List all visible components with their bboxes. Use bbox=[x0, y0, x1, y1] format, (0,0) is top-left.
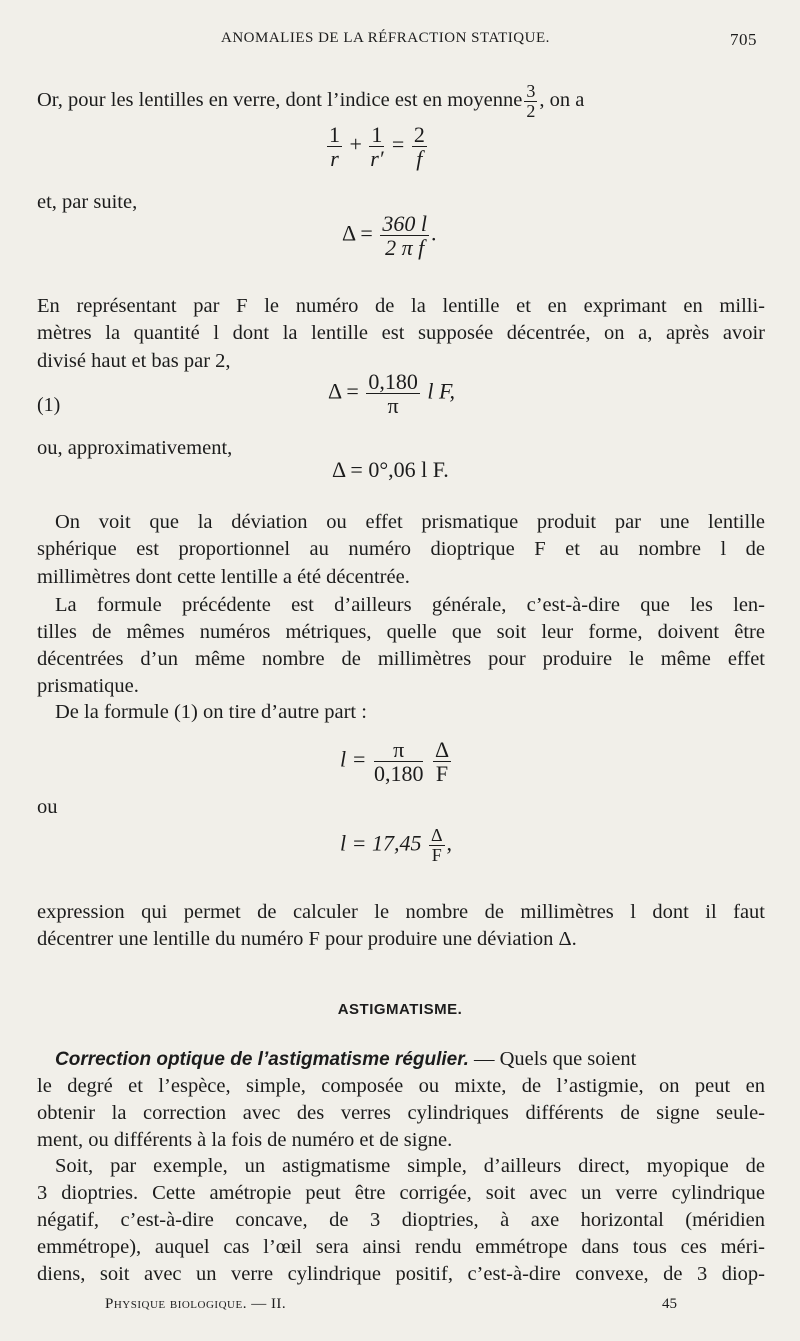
equation-approx: Δ = 0°,06 l F. bbox=[332, 457, 449, 482]
text-line: décentrer une lentille du numéro F pour produire une déviation Δ. bbox=[37, 928, 577, 950]
fraction-denominator: F bbox=[431, 844, 442, 865]
page-number: 705 bbox=[730, 30, 757, 49]
equation-lhs: l = 17,45 bbox=[340, 830, 422, 856]
text-line: mètres la quantité l dont la lentille est supposée décentrée, on a, après avoir bbox=[37, 322, 765, 344]
fraction-denominator: r′ bbox=[370, 146, 384, 172]
equation-tail: l F, bbox=[427, 378, 456, 404]
text-line: expression qui permet de calculer le nombre de millimètres l dont il faut bbox=[37, 901, 765, 923]
line-text: Or, pour les lentilles en verre, dont l’indice est en moyenne bbox=[37, 89, 523, 112]
text-line: décentrées d’un même nombre de millimètres pour produire le même effet bbox=[37, 648, 765, 670]
equation-l-from-delta bbox=[340, 738, 453, 785]
fraction-denominator: 2 π f bbox=[385, 235, 425, 261]
text-line: sphérique est proportionnel au numéro dioptrique F et au nombre l de bbox=[37, 538, 765, 560]
fraction-numerator: π bbox=[374, 738, 424, 762]
text-line: ou, approximativement, bbox=[37, 437, 233, 459]
equation-deviation bbox=[342, 212, 436, 259]
text-line: La formule précédente est d’ailleurs générale, c’est-à-dire que les len- bbox=[55, 594, 765, 616]
fraction-denominator: 2 bbox=[526, 100, 536, 121]
equals-sign: = bbox=[391, 131, 405, 157]
equation-tail: , bbox=[446, 830, 453, 856]
fraction-denominator: r bbox=[330, 146, 339, 172]
text-line: emmétrope), auquel cas l’œil sera ainsi rendu emmétrope dans tous ces méri- bbox=[37, 1236, 765, 1258]
equation-label: (1) bbox=[37, 394, 61, 416]
equation-one bbox=[328, 370, 455, 417]
line-text: , on a bbox=[539, 89, 585, 112]
text-line: le degré et l’espèce, simple, composée ou mixte, de l’astigmie, on peut en bbox=[37, 1075, 765, 1097]
text-line: Soit, par exemple, un astigmatisme simple, d’ailleurs direct, myopique de bbox=[55, 1155, 765, 1177]
text-line: 3 dioptries. Cette amétropie peut être corrigée, soit avec un verre cylindrique bbox=[37, 1182, 765, 1204]
fraction-numerator: 2 bbox=[413, 122, 425, 147]
text-line: De la formule (1) on tire d’autre part : bbox=[55, 701, 367, 723]
text-line: On voit que la déviation ou effet prismatique produit par une lentille bbox=[55, 511, 765, 533]
section-heading: ASTIGMATISME. bbox=[337, 1001, 463, 1018]
fraction-numerator: 0,180 bbox=[368, 369, 418, 394]
paragraph-title: Correction optique de l’astigmatisme régulier. bbox=[55, 1049, 469, 1070]
fraction-denominator: f bbox=[416, 146, 423, 172]
fraction-numerator: 1 bbox=[329, 122, 340, 147]
text-line: et, par suite, bbox=[37, 191, 138, 213]
text-line: millimètres dont cette lentille a été décentrée. bbox=[37, 566, 410, 588]
fraction-denominator: 0,180 bbox=[373, 761, 424, 787]
fraction-denominator: π bbox=[387, 393, 399, 419]
equation-lens-sum bbox=[325, 123, 429, 170]
fraction-numerator: Δ bbox=[434, 737, 450, 762]
text-line: ou bbox=[37, 796, 58, 818]
fraction-numerator: Δ bbox=[430, 825, 443, 845]
text-line: obtenir la correction avec des verres cylindriques différents de signe seule- bbox=[37, 1102, 765, 1124]
fraction-denominator: F bbox=[435, 761, 449, 787]
equation-lhs: l = bbox=[340, 746, 367, 772]
text-line bbox=[55, 1047, 765, 1072]
text-line: prismatique. bbox=[37, 675, 139, 697]
text-line: divisé haut et bas par 2, bbox=[37, 350, 231, 372]
equation-tail: . bbox=[430, 220, 437, 246]
running-title: ANOMALIES DE LA RÉFRACTION STATIQUE. bbox=[221, 30, 550, 46]
footer-book-title: Physique biologique. — II. bbox=[105, 1296, 287, 1312]
fraction-numerator: 360 l bbox=[382, 211, 427, 236]
equation-l-approx bbox=[340, 826, 452, 865]
fraction-numerator: 3 bbox=[526, 81, 536, 101]
equation-lhs: Δ = bbox=[328, 378, 359, 404]
text-line bbox=[37, 82, 765, 121]
equation-lhs: Δ = bbox=[342, 220, 373, 246]
text-line: En représentant par F le numéro de la lentille et en exprimant en milli- bbox=[37, 295, 765, 317]
signature-mark: 45 bbox=[662, 1296, 677, 1312]
text-line: négatif, c’est-à-dire concave, de 3 dioptries, à axe horizontal (méridien bbox=[37, 1209, 765, 1231]
line-text: — Quels que soient bbox=[468, 1048, 637, 1070]
fraction-numerator: 1 bbox=[371, 122, 383, 147]
text-line: diens, soit avec un verre cylindrique positif, c’est-à-dire convexe, de 3 diop- bbox=[37, 1263, 765, 1285]
text-line: ment, ou différents à la fois de numéro et de signe. bbox=[37, 1129, 453, 1151]
text-line: tilles de mêmes numéros métriques, quelle que soit leur forme, doivent être bbox=[37, 621, 765, 643]
fraction-three-halves bbox=[524, 82, 537, 121]
plus-sign: + bbox=[349, 131, 362, 157]
